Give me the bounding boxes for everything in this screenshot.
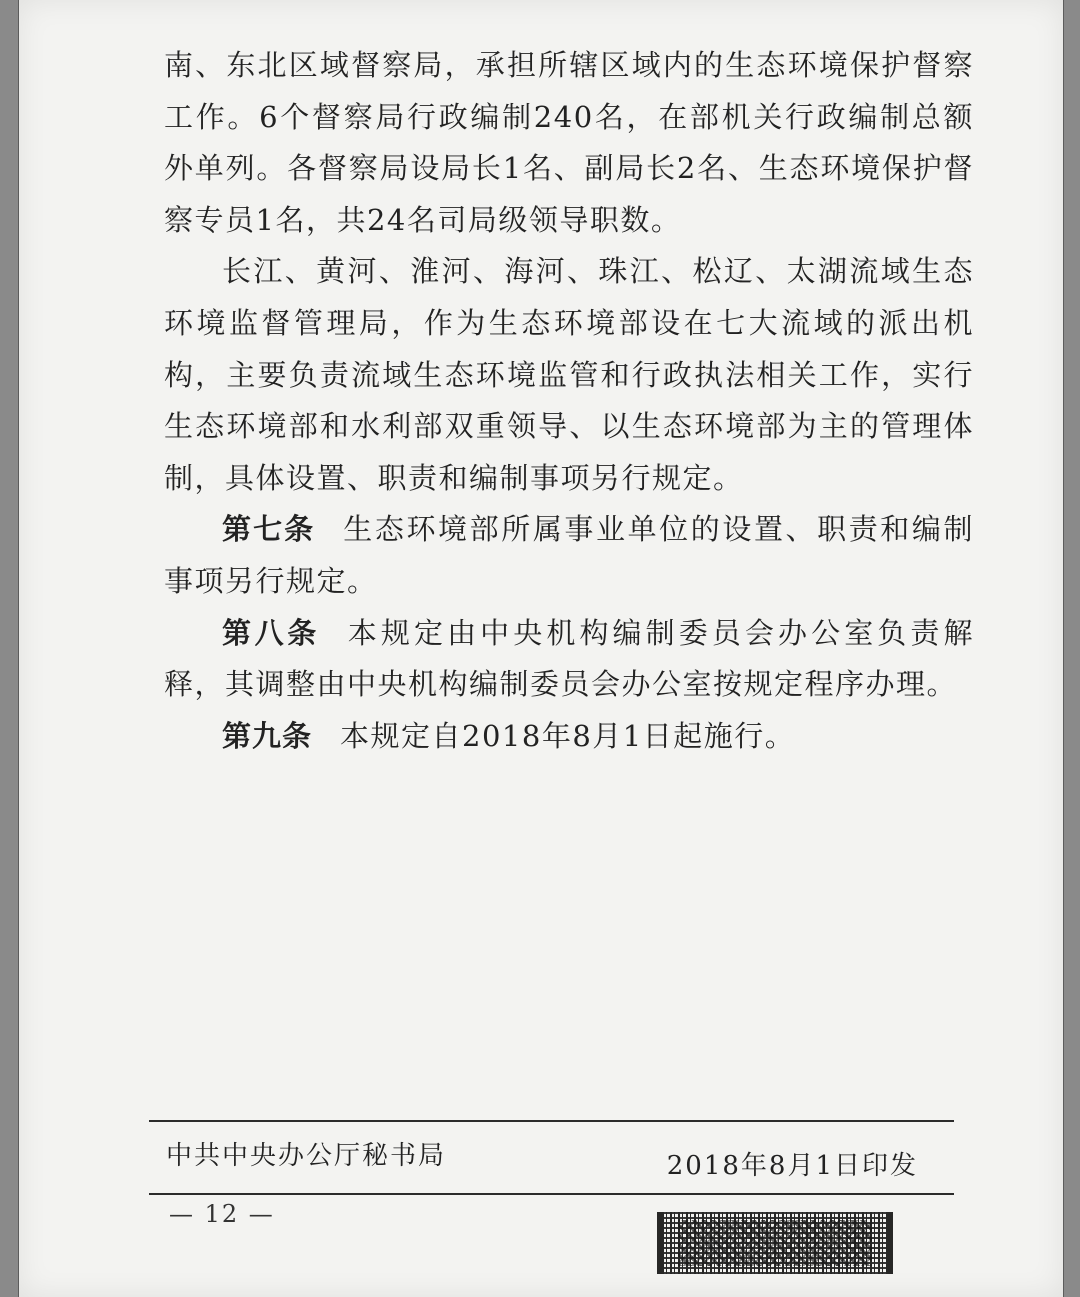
article-8 — [164, 608, 974, 711]
document-body — [164, 40, 974, 762]
article-8-label: 第八条 — [222, 615, 320, 650]
barcode — [657, 1212, 893, 1274]
footer-date: 2018年8月1日印发 — [666, 1151, 918, 1181]
footer-bottom-rule — [149, 1193, 954, 1195]
paragraph-supervision: 南、东北区域督察局，承担所辖区域内的生态环境保护督察工作。6个督察局行政编制240名，在部机关行政编制总额外单列。各督察局设局长1名、副局长2名、生态环境保护督察专员1名，共24名司局级领导职数。 — [164, 48, 974, 237]
article-9-text: 本规定自2018年8月1日起施行。 — [340, 718, 796, 753]
article-8-text: 本规定由中央机构编制委员会办公室负责解释，其调整由中央机构编制委员会办公室按规定程序办理。 — [164, 615, 974, 702]
paragraph-basin-bureaus: 长江、黄河、淮河、海河、珠江、松辽、太湖流域生态环境监督管理局，作为生态环境部设在七大流域的派出机构，主要负责流域生态环境监管和行政执法相关工作，实行生态环境部和水利部双重领导、以生态环境部为主的管理体制，具体设置、职责和编制事项另行规定。 — [164, 254, 974, 495]
footer-top-rule — [149, 1120, 954, 1122]
article-9-label: 第九条 — [222, 718, 313, 753]
article-7-text: 生态环境部所属事业单位的设置、职责和编制事项另行规定。 — [164, 512, 974, 598]
footer-issuer: 中共中央办公厅秘书局 — [166, 1141, 447, 1171]
page-number: — 12 — — [169, 1200, 275, 1228]
article-7-label: 第七条 — [222, 512, 316, 547]
document-page — [18, 0, 1064, 1297]
article-9 — [164, 711, 974, 763]
article-7 — [164, 504, 974, 607]
